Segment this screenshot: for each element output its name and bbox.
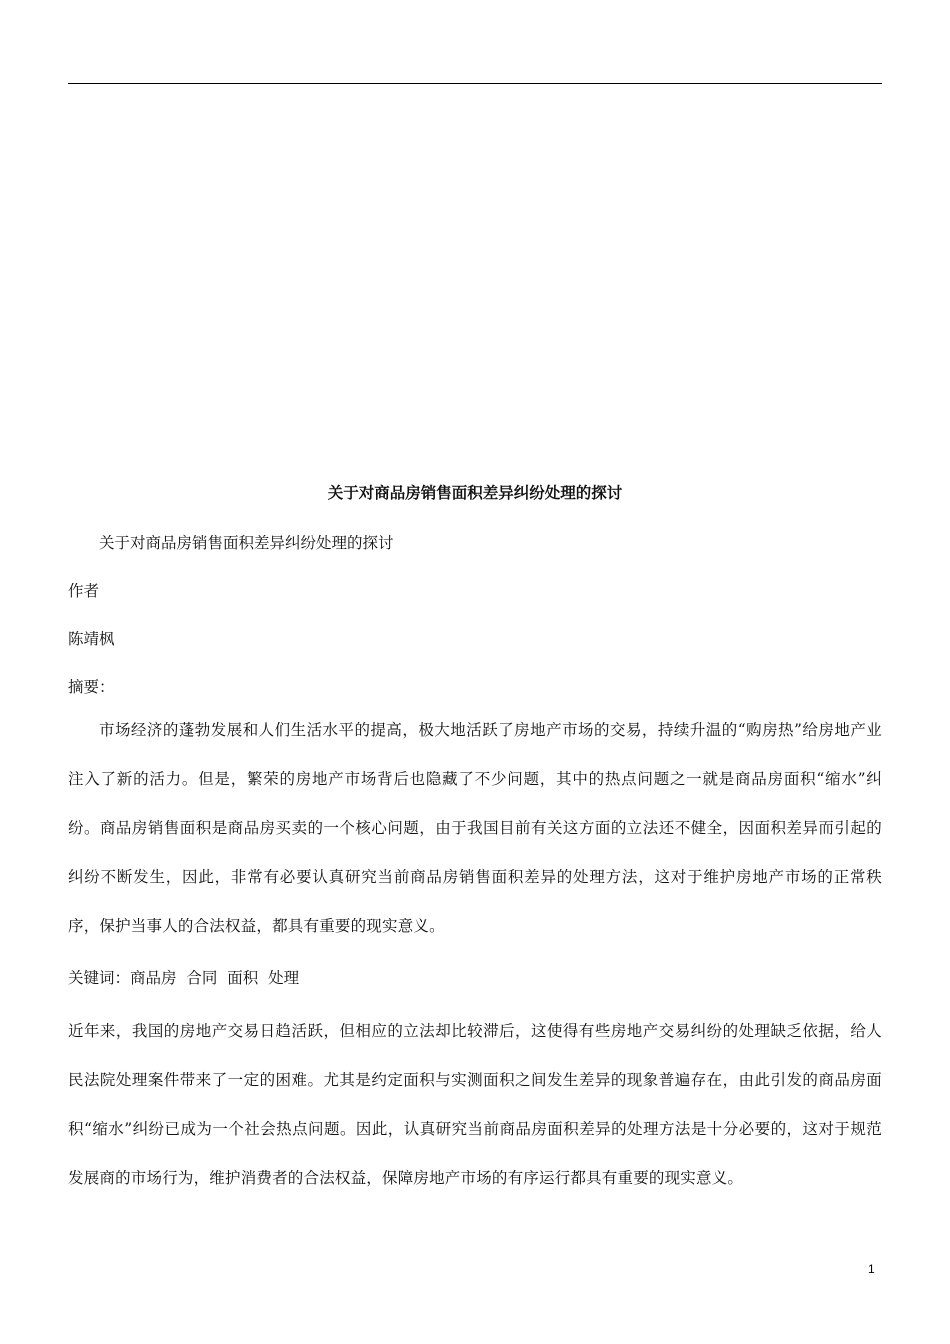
document-title: 关于对商品房销售面积差异纠纷处理的探讨 [327,483,623,502]
author-label: 作者 [68,582,100,600]
abstract-paragraph: 市场经济的蓬勃发展和人们生活水平的提高，极大地活跃了房地产市场的交易，持续升温的“购房热”给房地产业注入了新的活力。但是，繁荣的房地产市场背后也隐藏了不少问题，其中的热点问题之一就是商品房面积“缩水”纠纷。商品房销售面积是商品房买卖的一个核心问题，由于我国目前有关这方面的立法还不健全，因面积差异而引起的纠纷不断发生，因此，非常有必要认真研究当前商品房销售面积差异的处理方法，这对于维护房地产市场的正常秩序，保护当事人的合法权益，都具有重要的现实意义。 [68,721,882,935]
document-subtitle: 关于对商品房销售面积差异纠纷处理的探讨 [99,534,394,552]
document-body [68,478,882,1203]
page-number: 1 [868,1262,875,1276]
keywords-line: 关键词：商品房 合同 面积 处理 [68,969,300,987]
abstract-label: 摘要： [68,678,115,696]
author-name: 陈靖枫 [68,630,115,648]
header-rule [68,83,882,84]
body-paragraph: 近年来，我国的房地产交易日趋活跃，但相应的立法却比较滞后，这使得有些房地产交易纠纷的处理缺乏依据，给人民法院处理案件带来了一定的困难。尤其是约定面积与实测面积之间发生差异的现象普遍存在，由此引发的商品房面积“缩水”纠纷已成为一个社会热点问题。因此，认真研究当前商品房面积差异的处理方法是十分必要的，这对于规范发展商的市场行为，维护消费者的合法权益，保障房地产市场的有序运行都具有重要的现实意义。 [68,1022,882,1187]
